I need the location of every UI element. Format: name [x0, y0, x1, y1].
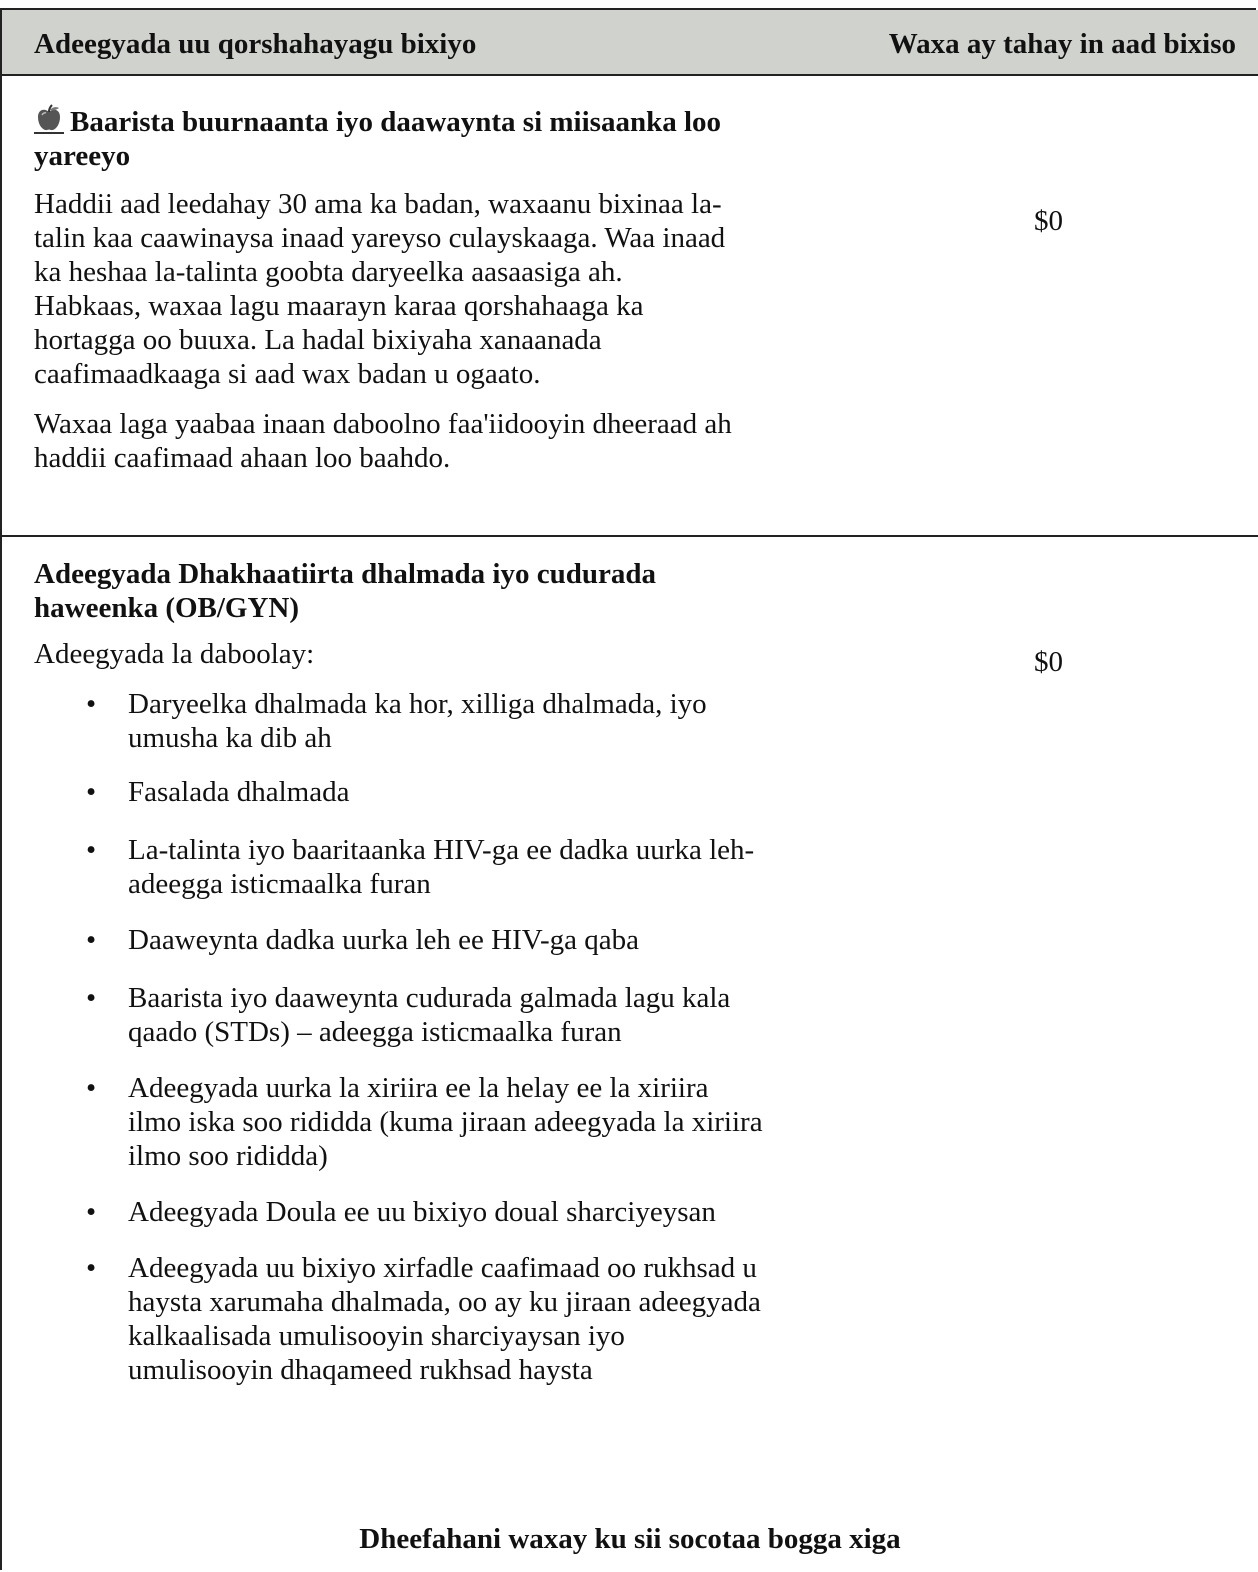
table-row: [2, 76, 1258, 537]
table-header: [2, 10, 1258, 76]
cost-value: $0: [1034, 205, 1063, 237]
list-item: • Adeegyada Doula ee uu bixiyo doual sharciyeysan: [86, 1196, 716, 1228]
table-row: [2, 537, 1258, 1572]
benefits-table: [0, 8, 1256, 1570]
continued-note: Dheefahani waxay ku sii socotaa bogga xiga: [359, 1523, 901, 1555]
list-item: • Adeegyada uurka la xiriira ee la helay ee la xiriira ilmo iska soo rididda (kuma jiraan adeegyada la xiriira ilmo soo rididda): [86, 1072, 763, 1172]
list-item: • Daaweynta dadka uurka leh ee HIV-ga qaba: [86, 924, 640, 956]
cost-value: $0: [1034, 646, 1063, 678]
section-obgyn: [34, 557, 834, 1387]
section-obesity: [34, 104, 834, 475]
covered-services-list: [34, 687, 834, 1387]
list-item: • La-talinta iyo baaritaanka HIV-ga ee dadka uurka leh- adeegga isticmaalka furan: [86, 834, 755, 900]
header-services: Adeegyada uu qorshahayagu bixiyo: [34, 28, 477, 60]
list-item: • Adeegyada uu bixiyo xirfadle caafimaad oo rukhsad u haysta xarumaha dhalmada, oo ay ku jiraan adeegyada kalkaalisada umulisooyin sharciyaysan iyo umulisooyin dhaqameed rukhsad haysta: [86, 1252, 761, 1386]
description-paragraph: Haddii aad leedahay 30 ama ka badan, waxaanu bixinaa la- talin kaa caawinaysa inaad yareyso culayskaaga. Waa inaad ka heshaa la-talinta goobta daryeelka aasaasiga ah. Habkaas, waxaa lagu maarayn karaa qorshahaaga ka hortagga oo buuxa. La hadal bixiyaha xanaanada caafimaadkaaga si aad wax badan u ogaato.: [34, 188, 726, 390]
list-item: • Daryeelka dhalmada ka hor, xilliga dhalmada, iyo umusha ka dib ah: [86, 688, 707, 754]
note-paragraph: Waxaa laga yaabaa inaan daboolno faa'iidooyin dheeraad ah haddii caafimaad ahaan loo baahdo.: [34, 408, 732, 474]
section-title: [34, 104, 834, 173]
section-title-line: yareeyo: [34, 140, 131, 172]
covered-intro: Adeegyada la daboolay:: [34, 638, 315, 670]
header-you-pay: Waxa ay tahay in aad bixiso: [888, 28, 1236, 60]
list-item: • Fasalada dhalmada: [86, 776, 350, 808]
section-title: Adeegyada Dhakhaatiirta dhalmada iyo cudurada haweenka (OB/GYN): [34, 558, 656, 624]
apple-icon: [34, 104, 64, 134]
list-item: • Baarista iyo daaweynta cudurada galmada lagu kala qaado (STDs) – adeegga isticmaalka furan: [86, 982, 731, 1048]
section-title-line: Baarista buurnaanta iyo daawaynta si miisaanka loo: [70, 106, 722, 138]
